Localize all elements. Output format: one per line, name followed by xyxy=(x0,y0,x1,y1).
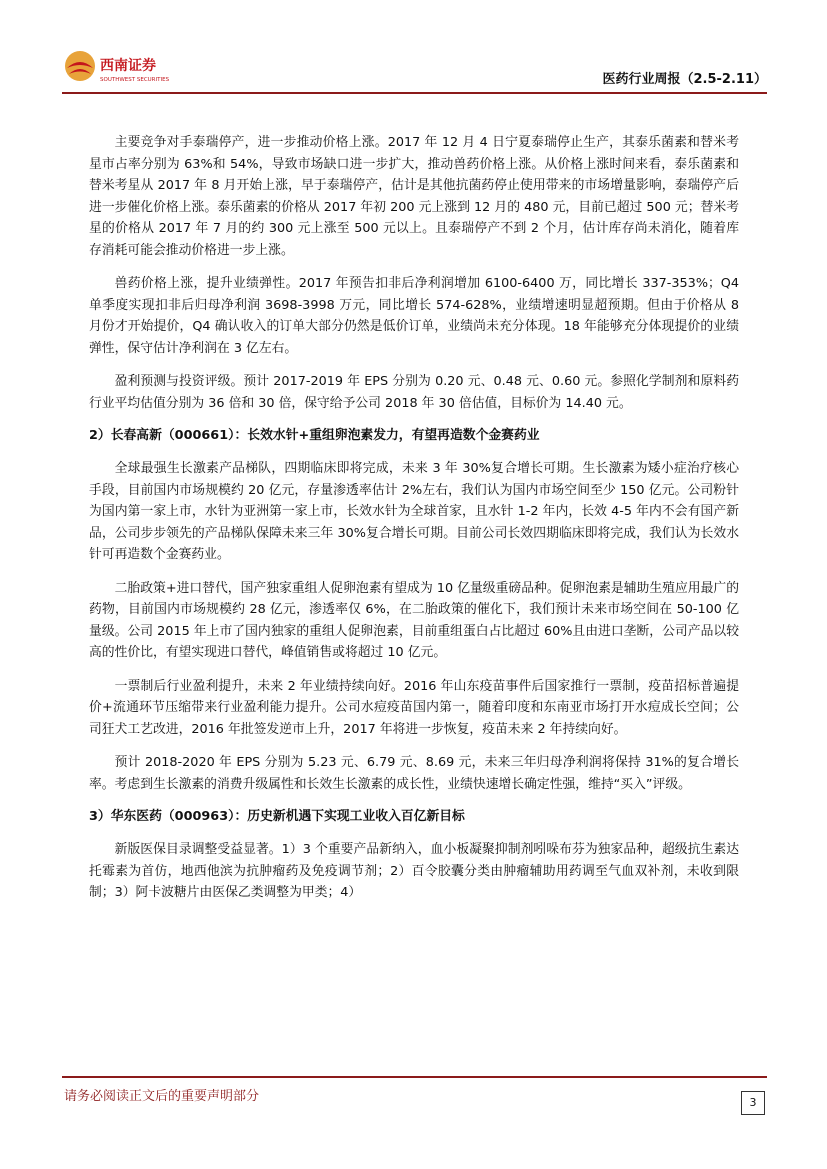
main-content xyxy=(89,132,739,916)
section-heading: 2）长春高新（000661）：长效水针+重组卵泡素发力，有望再造数个金赛药业 xyxy=(89,428,540,443)
paragraph: 盈利预测与投资评级。预计 2017-2019 年 EPS 分别为 0.20 元、0.48 元、0.60 元。参照化学制剂和原料药行业平均估值分别为 36 倍和 30 倍，保守给予公司 2018 年 30 倍估值，目标价为 14.40 元。 xyxy=(89,374,739,411)
paragraph: 一票制后行业盈利提升，未来 2 年业绩持续向好。2016 年山东疫苗事件后国家推行一票制，疫苗招标普遍提价+流通环节压缩带来行业盈利能力提升。公司水痘疫苗国内第一，随着印度和东南亚市场打开水痘成长空间；公司狂犬工艺改进，2016 年批签发逆市上升，2017 年将进一步恢复，疫苗未来 2 年持续向好。 xyxy=(89,678,739,737)
header-logo xyxy=(62,48,182,88)
section-heading: 3）华东医药（000963）：历史新机遇下实现工业收入百亿新目标 xyxy=(89,809,465,824)
paragraph: 全球最强生长激素产品梯队，四期临床即将完成，未来 3 年 30%复合增长可期。生长激素为矮小症治疗核心手段，目前国内市场规模约 20 亿元，存量渗透率估计 2%左右，我们认为国内市场空间至少 150 亿元。公司粉针为国内第一家上市，水针为亚洲第一家上市，长效水针为全球首家，且水针 1-2 年内，长效 4-5 年内不会有国产新品，公司步步领先的产品梯队保障未来三年 30%复合增长可期。目前公司长效四期临床即将完成，我们认为长效水针可再造数个金赛药业。 xyxy=(89,461,739,562)
paragraph: 二胎政策+进口替代，国产独家重组人促卵泡素有望成为 10 亿量级重磅品种。促卵泡素是辅助生殖应用最广的药物，目前国内市场规模约 28 亿元，渗透率仅 6%，在二胎政策的催化下，我们预计未来市场空间在 50-100 亿量级。公司 2015 年上市了国内独家的重组人促卵泡素，目前重组蛋白占比超过 60%且由进口垄断，公司产品以较高的性价比，有望实现进口替代，峰值销售或将超过 10 亿元。 xyxy=(89,580,739,660)
southwest-securities-logo-icon xyxy=(62,48,182,88)
report-title: 医药行业周报（2.5-2.11） xyxy=(602,72,767,87)
footer-notice: 请务必阅读正文后的重要声明部分 xyxy=(64,1089,260,1104)
page-number: 3 xyxy=(741,1091,765,1115)
paragraph: 主要竞争对手泰瑞停产，进一步推动价格上涨。2017 年 12 月 4 日宁夏泰瑞停止生产，其泰乐菌素和替米考星市占率分别为 63%和 54%，导致市场缺口进一步扩大，推动兽药价格上涨。从价格上涨时间来看，泰乐菌素和替米考星从 2017 年 8 月开始上涨，早于泰瑞停产，估计是其他抗菌药停止使用带来的市场增量影响，泰瑞停产后进一步催化价格上涨。泰乐菌素的价格从 2017 年初 200 元上涨到 12 月的 480 元，目前已超过 500 元；替米考星的价格从 2017 年 7 月的约 300 元上涨至 500 元以上。且泰瑞停产不到 2 个月，估计库存尚未消化，随着库存消耗可能会推动价格进一步上涨。 xyxy=(89,135,739,258)
paragraph: 兽药价格上涨，提升业绩弹性。2017 年预告扣非后净利润增加 6100-6400 万，同比增长 337-353%；Q4 单季度实现扣非后归母净利润 3698-3998 万元，同比增长 574-628%，业绩增速明显超预期。但由于价格从 8 月份才开始提价，Q4 确认收入的订单大部分仍然是低价订单，业绩尚未充分体现。18 年能够充分体现提价的业绩弹性，保守估计净利润在 3 亿左右。 xyxy=(89,276,739,356)
footer-divider xyxy=(62,1076,767,1078)
paragraph: 预计 2018-2020 年 EPS 分别为 5.23 元、6.79 元、8.69 元，未来三年归母净利润将保持 31%的复合增长率。考虑到生长激素的消费升级属性和长效生长激素的成长性，业绩快速增长确定性强，维持“买入”评级。 xyxy=(89,755,739,792)
paragraph: 新版医保目录调整受益显著。1）3 个重要产品新纳入，血小板凝聚抑制剂吲哚布芬为独家品种，超级抗生素达托霉素为首仿，地西他滨为抗肿瘤药及免疫调节剂；2）百令胶囊分类由肿瘤辅助用药调至气血双补剂，未收到限制；3）阿卡波糖片由医保乙类调整为甲类；4） xyxy=(89,842,739,900)
svg-text:SOUTHWEST SECURITIES: SOUTHWEST SECURITIES xyxy=(100,77,170,83)
svg-text:西南证券: 西南证券 xyxy=(100,58,156,74)
header-divider xyxy=(62,92,767,94)
